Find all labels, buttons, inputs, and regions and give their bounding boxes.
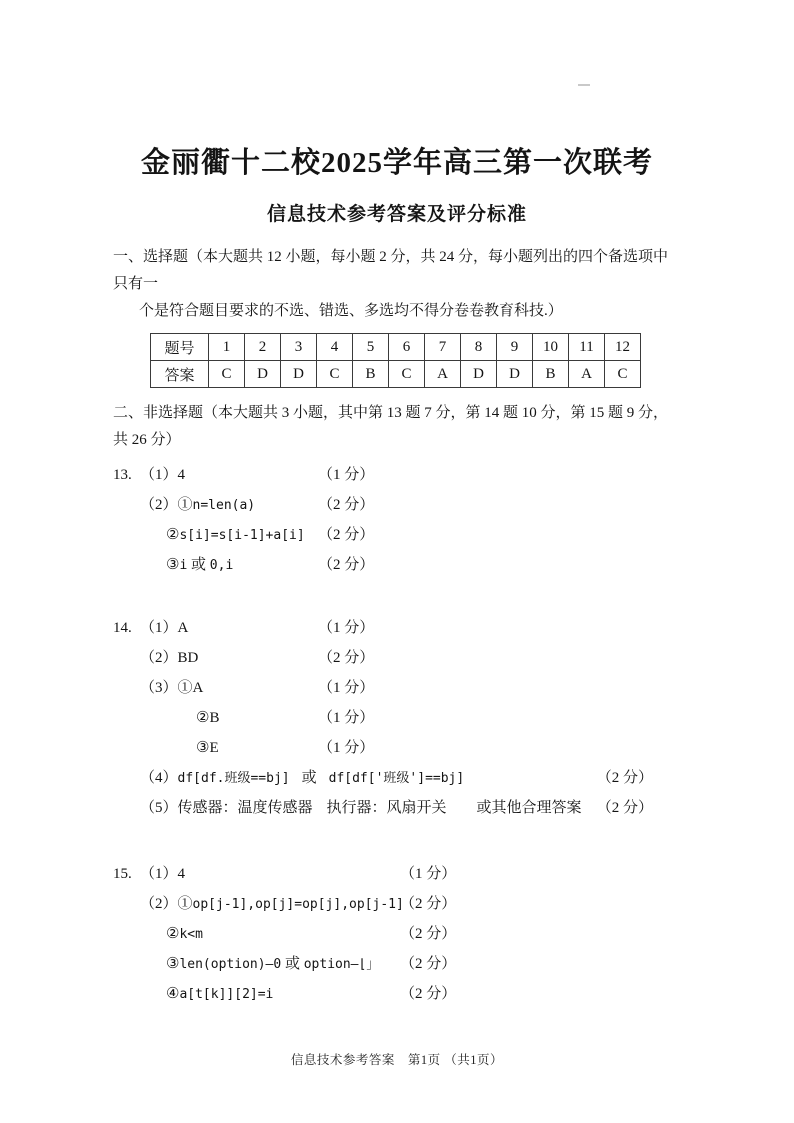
answer-part: （2）BD xyxy=(140,650,199,666)
page-footer: 信息技术参考答案 第1页 （共1页） xyxy=(290,1053,504,1067)
answer-part: （1）A xyxy=(140,620,189,636)
answer-part: ④ xyxy=(166,986,180,1002)
score-label: （2 分） xyxy=(318,557,375,573)
answer-row xyxy=(113,619,653,638)
answer-connector: 或 xyxy=(301,770,317,786)
score-label: （1 分） xyxy=(318,467,375,483)
score-label: （2 分） xyxy=(596,800,653,816)
answer-part: ③ xyxy=(166,557,180,573)
answer-row xyxy=(113,679,653,698)
table-cell: B xyxy=(353,361,389,388)
answer-code: option—⌊」 xyxy=(303,957,380,972)
answer-row xyxy=(113,769,653,788)
table-cell: 3 xyxy=(281,334,317,361)
answer-text xyxy=(140,799,582,818)
table-cell: 10 xyxy=(533,334,569,361)
table-cell: 4 xyxy=(317,334,353,361)
answer-part: （2）① xyxy=(140,497,193,513)
answer-part: ②B xyxy=(196,710,220,726)
answer-row xyxy=(113,925,681,944)
answer-row xyxy=(113,556,681,575)
score-label: （2 分） xyxy=(318,497,375,513)
answer-row xyxy=(113,895,681,914)
answer-part: ③E xyxy=(196,740,219,756)
score-label: （2 分） xyxy=(596,770,653,786)
answer-row xyxy=(113,799,653,818)
table-cell: B xyxy=(533,361,569,388)
answer-part: （1）4 xyxy=(140,866,186,882)
score-label: （1 分） xyxy=(318,740,375,756)
score-label: （2 分） xyxy=(400,956,457,972)
answer-part: ② xyxy=(166,926,180,942)
answer-code: 0,i xyxy=(209,558,234,573)
table-cell: C xyxy=(209,361,245,388)
answer-text xyxy=(140,769,464,788)
score-label: （1 分） xyxy=(318,680,375,696)
answer-part: （3）①A xyxy=(140,680,204,696)
section1-heading-line1: 一、选择题（本大题共 12 小题，每小题 2 分，共 24 分，每小题列出的四个备选项中只有一 xyxy=(113,249,669,292)
table-cell: 8 xyxy=(461,334,497,361)
row-header-question-number: 题号 xyxy=(151,334,209,361)
answer-part: ③ xyxy=(166,956,180,972)
answer-text xyxy=(140,556,318,575)
answer-code: len(option)—0 xyxy=(179,957,282,972)
answer-part: 或其他合理答案 xyxy=(476,800,582,816)
answer-text xyxy=(140,895,404,914)
table-cell: 6 xyxy=(389,334,425,361)
table-cell: D xyxy=(497,361,533,388)
answer-code: s[i]=s[i-1]+a[i] xyxy=(179,528,305,543)
answer-part: 执行器：风扇开关 xyxy=(326,800,447,816)
answer-row xyxy=(113,865,681,884)
answer-row xyxy=(113,709,653,728)
row-header-answer: 答案 xyxy=(151,361,209,388)
answer-connector: 或 xyxy=(281,956,304,972)
answer-code: n=len(a) xyxy=(192,498,256,513)
table-cell: 7 xyxy=(425,334,461,361)
table-cell: C xyxy=(605,361,641,388)
question-14-answers xyxy=(113,619,681,818)
table-cell: C xyxy=(389,361,425,388)
table-cell: 5 xyxy=(353,334,389,361)
answer-text xyxy=(140,739,318,758)
answer-text xyxy=(140,865,400,884)
answer-text xyxy=(140,466,318,485)
score-label: （2 分） xyxy=(400,896,457,912)
table-cell: C xyxy=(317,361,353,388)
answer-part: （2）① xyxy=(140,896,193,912)
table-cell: A xyxy=(425,361,461,388)
score-label: （1 分） xyxy=(400,866,457,882)
question-13-answers xyxy=(113,466,681,575)
answer-row xyxy=(113,955,681,974)
answer-text xyxy=(140,985,400,1004)
answer-part: （5）传感器：温度传感器 xyxy=(140,800,313,816)
table-cell: 12 xyxy=(605,334,641,361)
section1-heading-line2: 个是符合题目要求的不选、错选、多选均不得分卷卷教育科技.） xyxy=(139,303,563,319)
question-15-answers xyxy=(113,865,681,1004)
scan-artifact-mark xyxy=(578,84,590,86)
table-row-numbers xyxy=(151,334,641,361)
answer-row xyxy=(113,496,681,515)
answer-row xyxy=(113,739,653,758)
answer-code: df[df['班级']==bj] xyxy=(328,771,465,786)
score-label: （2 分） xyxy=(318,650,375,666)
table-cell: 1 xyxy=(209,334,245,361)
answer-code: i xyxy=(179,558,188,573)
answer-text xyxy=(140,619,318,638)
answer-code: df[df.班级==bj] xyxy=(177,771,290,786)
answer-key-subtitle: 信息技术参考答案及评分标准 xyxy=(266,204,527,225)
table-cell: 2 xyxy=(245,334,281,361)
score-label: （1 分） xyxy=(318,710,375,726)
answer-text xyxy=(140,679,318,698)
score-label: （2 分） xyxy=(318,527,375,543)
table-cell: 11 xyxy=(569,334,605,361)
answer-part: ② xyxy=(166,527,180,543)
table-cell: D xyxy=(245,361,281,388)
choice-answers-table xyxy=(150,333,641,388)
section2-heading: 二、非选择题（本大题共 3 小题，其中第 13 题 7 分，第 14 题 10 分，第 15 题 9 分，共 26 分） xyxy=(113,405,669,448)
answer-text xyxy=(140,496,318,515)
table-cell: A xyxy=(569,361,605,388)
question-number: 13. xyxy=(113,467,132,483)
table-cell: 9 xyxy=(497,334,533,361)
question-number: 15. xyxy=(113,866,132,882)
answer-row xyxy=(113,649,653,668)
table-row-answers xyxy=(151,361,641,388)
score-label: （2 分） xyxy=(400,926,457,942)
answer-code: op[j-1],op[j]=op[j],op[j-1] xyxy=(192,897,404,912)
answer-code: k<m xyxy=(179,927,203,942)
answer-row xyxy=(113,466,681,485)
answer-row xyxy=(113,985,681,1004)
exam-title: 金丽衢十二校2025学年高三第一次联考 xyxy=(140,147,653,179)
table-cell: D xyxy=(281,361,317,388)
answer-text xyxy=(140,925,400,944)
answer-text xyxy=(140,709,318,728)
answer-text xyxy=(140,955,400,974)
answer-text xyxy=(140,526,318,545)
question-number: 14. xyxy=(113,620,132,636)
answer-code: a[t[k]][2]=i xyxy=(179,987,274,1002)
answer-text xyxy=(140,649,318,668)
answer-part: （4） xyxy=(140,770,178,786)
score-label: （1 分） xyxy=(318,620,375,636)
answer-part: （1）4 xyxy=(140,467,186,483)
answer-connector: 或 xyxy=(187,557,210,573)
score-label: （2 分） xyxy=(400,986,457,1002)
table-cell: D xyxy=(461,361,497,388)
answer-row xyxy=(113,526,681,545)
